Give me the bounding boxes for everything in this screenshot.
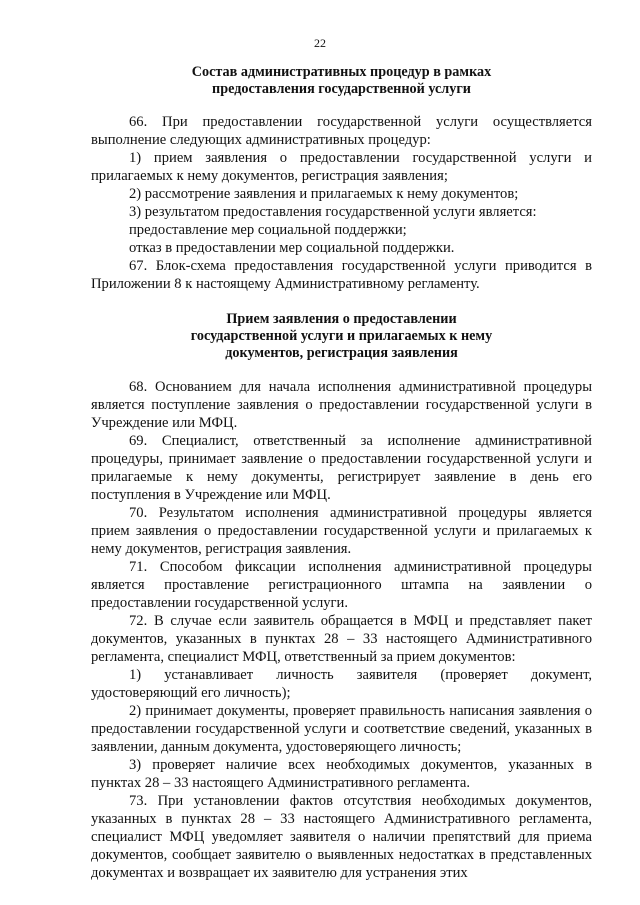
heading-line: предоставления государственной услуги — [212, 81, 471, 97]
section-heading-application-intake — [91, 311, 592, 362]
list-item-2: 2) рассмотрение заявления и прилагаемых к нему документов; — [129, 186, 519, 202]
list-item-3: 3) проверяет наличие всех необходимых документов, указанных в пунктах 28 – 33 настоящего Административного регламента. — [91, 757, 592, 791]
heading-line: Прием заявления о предоставлении — [226, 311, 457, 327]
list-subitem: отказ в предоставлении мер социальной поддержки. — [129, 240, 455, 256]
paragraph-72: 72. В случае если заявитель обращается в МФЦ и представляет пакет документов, указанных в пунктах 28 – 33 настоящего Административного регламента, специалист МФЦ, ответственный за прием документов: — [91, 613, 592, 665]
page-number: 22 — [314, 36, 326, 50]
list-item-2: 2) принимает документы, проверяет правильность написания заявления о предоставлении государственной услуги и соответствие сведений, указанных в заявлении, данным документа, удостоверяющего личность; — [91, 703, 592, 755]
paragraph-71: 71. Способом фиксации исполнения административной процедуры является проставление регистрационного штампа на заявлении о предоставлении государственной услуги. — [91, 559, 592, 611]
paragraph-68: 68. Основанием для начала исполнения административной процедуры является поступление заявления о предоставлении государственной услуги в Учреждение или МФЦ. — [91, 379, 592, 431]
paragraph-70: 70. Результатом исполнения административной процедуры является прием заявления о предоставлении государственной услуги и прилагаемых к нему документов, регистрация заявления. — [91, 505, 592, 557]
list-item-1: 1) устанавливает личность заявителя (проверяет документ, удостоверяющий его личность); — [91, 667, 592, 701]
heading-line: документов, регистрация заявления — [225, 345, 458, 361]
heading-line: Состав административных процедур в рамках — [191, 64, 492, 80]
paragraph-66: 66. При предоставлении государственной услуги осуществляется выполнение следующих административных процедур: — [91, 114, 592, 148]
page-content — [91, 64, 592, 882]
section-heading-procedures — [91, 64, 592, 98]
heading-line: государственной услуги и прилагаемых к нему — [190, 328, 493, 344]
paragraph-69: 69. Специалист, ответственный за исполнение административной процедуры, принимает заявление о предоставлении государственной услуги и прилагаемые к нему документы, регистрирует заявление в день его поступления в Учреждение или МФЦ. — [91, 433, 592, 503]
paragraph-67: 67. Блок-схема предоставления государственной услуги приводится в Приложении 8 к настоящему Административному регламенту. — [91, 258, 592, 292]
list-item-1: 1) прием заявления о предоставлении государственной услуги и прилагаемых к нему документов, регистрация заявления; — [91, 150, 592, 184]
list-item-3: 3) результатом предоставления государственной услуги является: — [129, 204, 537, 220]
list-subitem: предоставление мер социальной поддержки; — [129, 222, 407, 238]
paragraph-73: 73. При установлении фактов отсутствия необходимых документов, указанных в пунктах 28 – 33 настоящего Административного регламента, специалист МФЦ уведомляет заявителя о наличии препятствий для приема документов, сообщает заявителю о выявленных недостатках в представленных документах и возвращает их заявителю для устранения этих — [91, 793, 592, 881]
